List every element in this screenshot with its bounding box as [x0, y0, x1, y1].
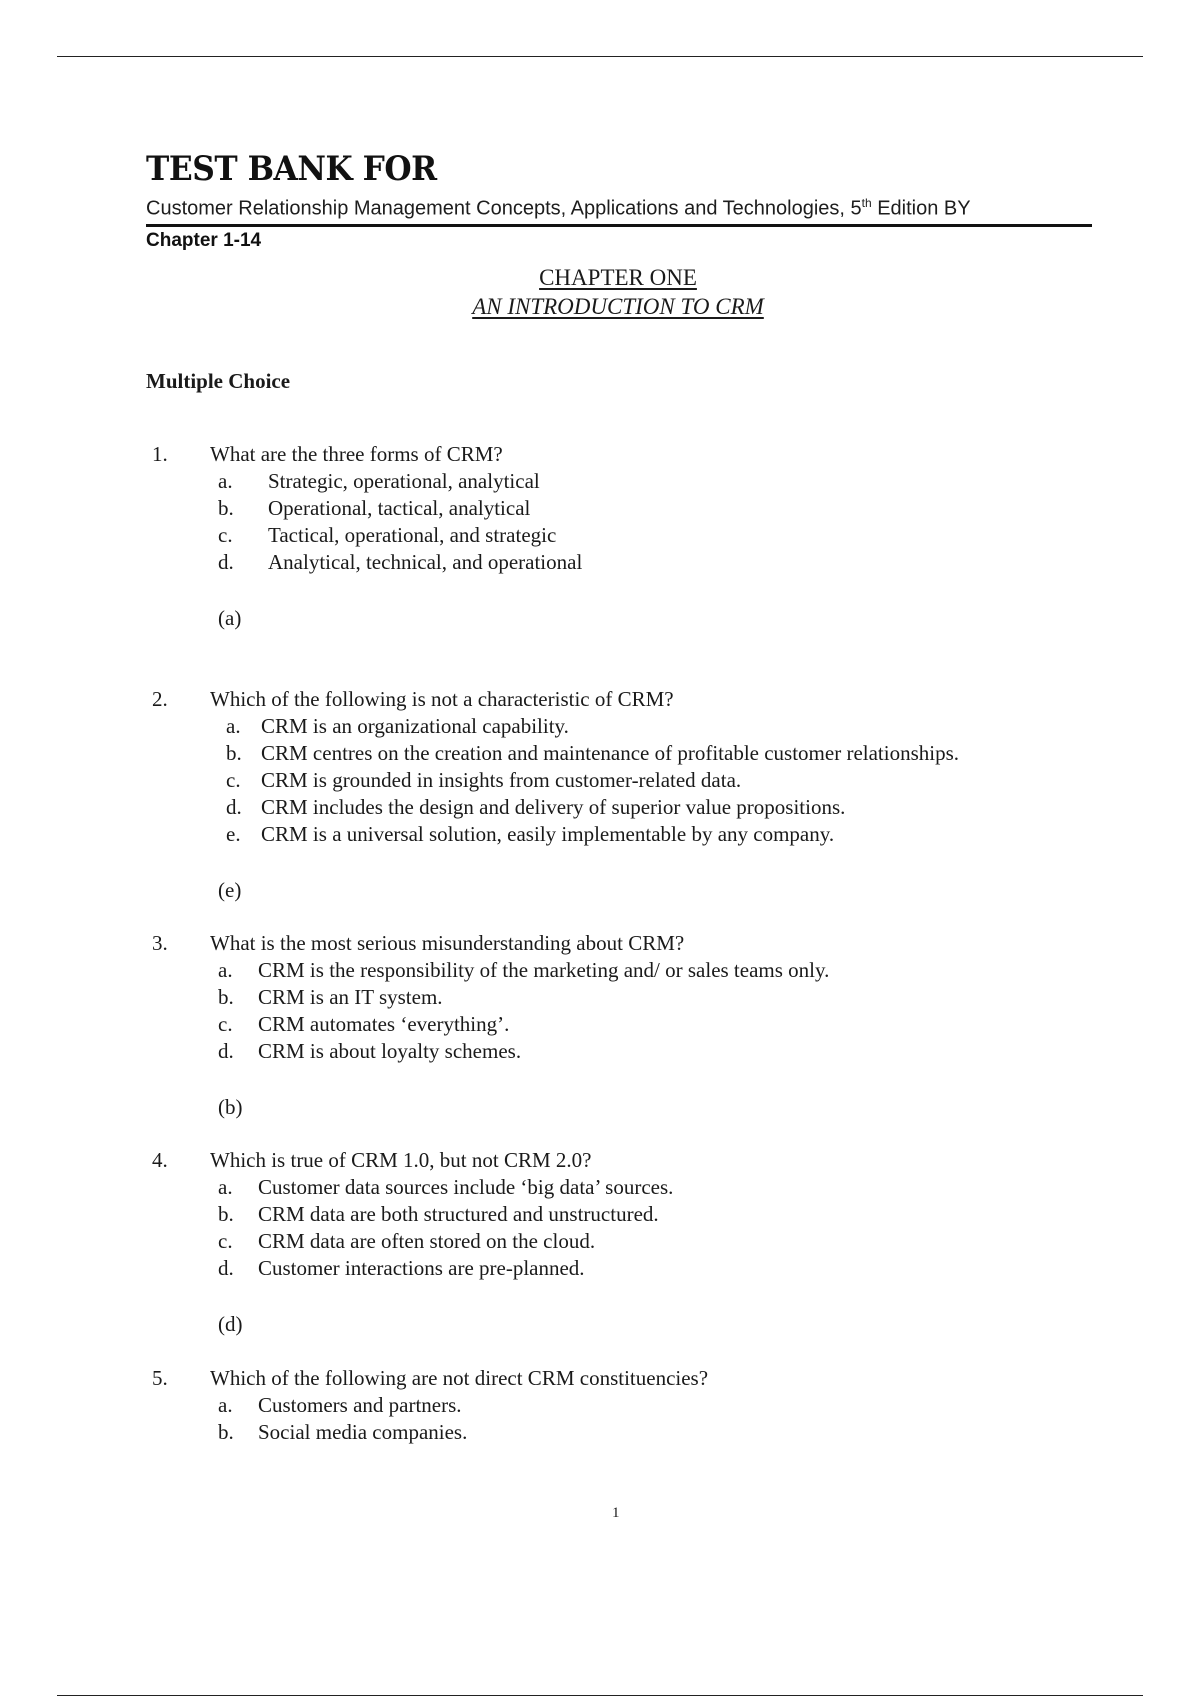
question-text: Which is true of CRM 1.0, but not CRM 2.0? — [210, 1148, 592, 1172]
option-letter: b. — [218, 985, 234, 1009]
answer-key: (a) — [218, 606, 242, 630]
option-text: CRM is an organizational capability. — [261, 714, 569, 738]
option-text: Operational, tactical, analytical — [268, 496, 531, 520]
option-letter: d. — [218, 1039, 234, 1063]
question-number: 1. — [152, 442, 168, 466]
section-label: Multiple Choice — [146, 369, 291, 393]
option-text: CRM automates ‘everything’. — [258, 1012, 510, 1036]
option-letter: a. — [226, 714, 241, 738]
question-number: 4. — [152, 1148, 168, 1172]
option-letter: d. — [218, 550, 234, 574]
option-letter: b. — [226, 741, 242, 765]
option-letter: c. — [218, 523, 233, 547]
page-number: 1 — [612, 1505, 620, 1521]
option-letter: d. — [226, 795, 242, 819]
option-letter: c. — [226, 768, 241, 792]
option-letter: d. — [218, 1256, 234, 1280]
option-text: CRM is about loyalty schemes. — [258, 1039, 522, 1063]
question-number: 5. — [152, 1366, 168, 1390]
option-text: Tactical, operational, and strategic — [268, 523, 557, 547]
option-text: Customer interactions are pre-planned. — [258, 1256, 585, 1280]
book-subtitle — [146, 196, 1092, 227]
answer-key: (b) — [218, 1095, 243, 1119]
option-letter: b. — [218, 1420, 234, 1444]
option-text: CRM centres on the creation and maintenance of profitable customer relationships. — [261, 741, 960, 765]
top-rule — [57, 56, 1143, 57]
question-number: 3. — [152, 931, 168, 955]
option-letter: a. — [218, 1393, 233, 1417]
answer-key: (d) — [218, 1312, 243, 1336]
option-letter: a. — [218, 958, 233, 982]
chapter-range: Chapter 1-14 — [146, 229, 262, 251]
option-text: CRM data are both structured and unstructured. — [258, 1202, 659, 1226]
option-text: Customers and partners. — [258, 1393, 462, 1417]
option-letter: e. — [226, 822, 241, 846]
option-text: CRM includes the design and delivery of superior value propositions. — [261, 795, 846, 819]
option-text: Analytical, technical, and operational — [268, 550, 583, 574]
option-letter: c. — [218, 1012, 233, 1036]
answer-key: (e) — [218, 878, 242, 902]
question-number: 2. — [152, 687, 168, 711]
option-letter: c. — [218, 1229, 233, 1253]
option-text: CRM is a universal solution, easily implementable by any company. — [261, 822, 835, 846]
option-text: Customer data sources include ‘big data’ sources. — [258, 1175, 674, 1199]
option-text: Strategic, operational, analytical — [268, 469, 540, 493]
subtitle-superscript: th — [861, 196, 872, 210]
question-text: What is the most serious misunderstanding about CRM? — [210, 931, 685, 955]
subtitle-tail: Edition BY — [871, 197, 971, 220]
option-text: CRM data are often stored on the cloud. — [258, 1229, 596, 1253]
option-text: CRM is grounded in insights from customer-related data. — [261, 768, 742, 792]
question-text: Which of the following are not direct CRM constituencies? — [210, 1366, 709, 1390]
question-text: What are the three forms of CRM? — [210, 442, 503, 466]
document-header — [146, 149, 1092, 252]
option-letter: b. — [218, 496, 234, 520]
question-text: Which of the following is not a characteristic of CRM? — [210, 687, 674, 711]
chapter-title: CHAPTER ONE — [539, 265, 697, 290]
chapter-heading-block — [0, 263, 1200, 321]
test-bank-title: TEST BANK FOR — [146, 149, 437, 189]
option-letter: a. — [218, 1175, 233, 1199]
option-letter: a. — [218, 469, 233, 493]
chapter-subtitle: AN INTRODUCTION TO CRM — [472, 294, 764, 319]
option-text: CRM is an IT system. — [258, 985, 443, 1009]
option-letter: b. — [218, 1202, 234, 1226]
option-text: CRM is the responsibility of the marketing and/ or sales teams only. — [258, 958, 830, 982]
option-text: Social media companies. — [258, 1420, 468, 1444]
subtitle-main: Customer Relationship Management Concepts, Applications and Technologies, 5 — [146, 197, 862, 220]
bottom-rule — [57, 1695, 1143, 1696]
